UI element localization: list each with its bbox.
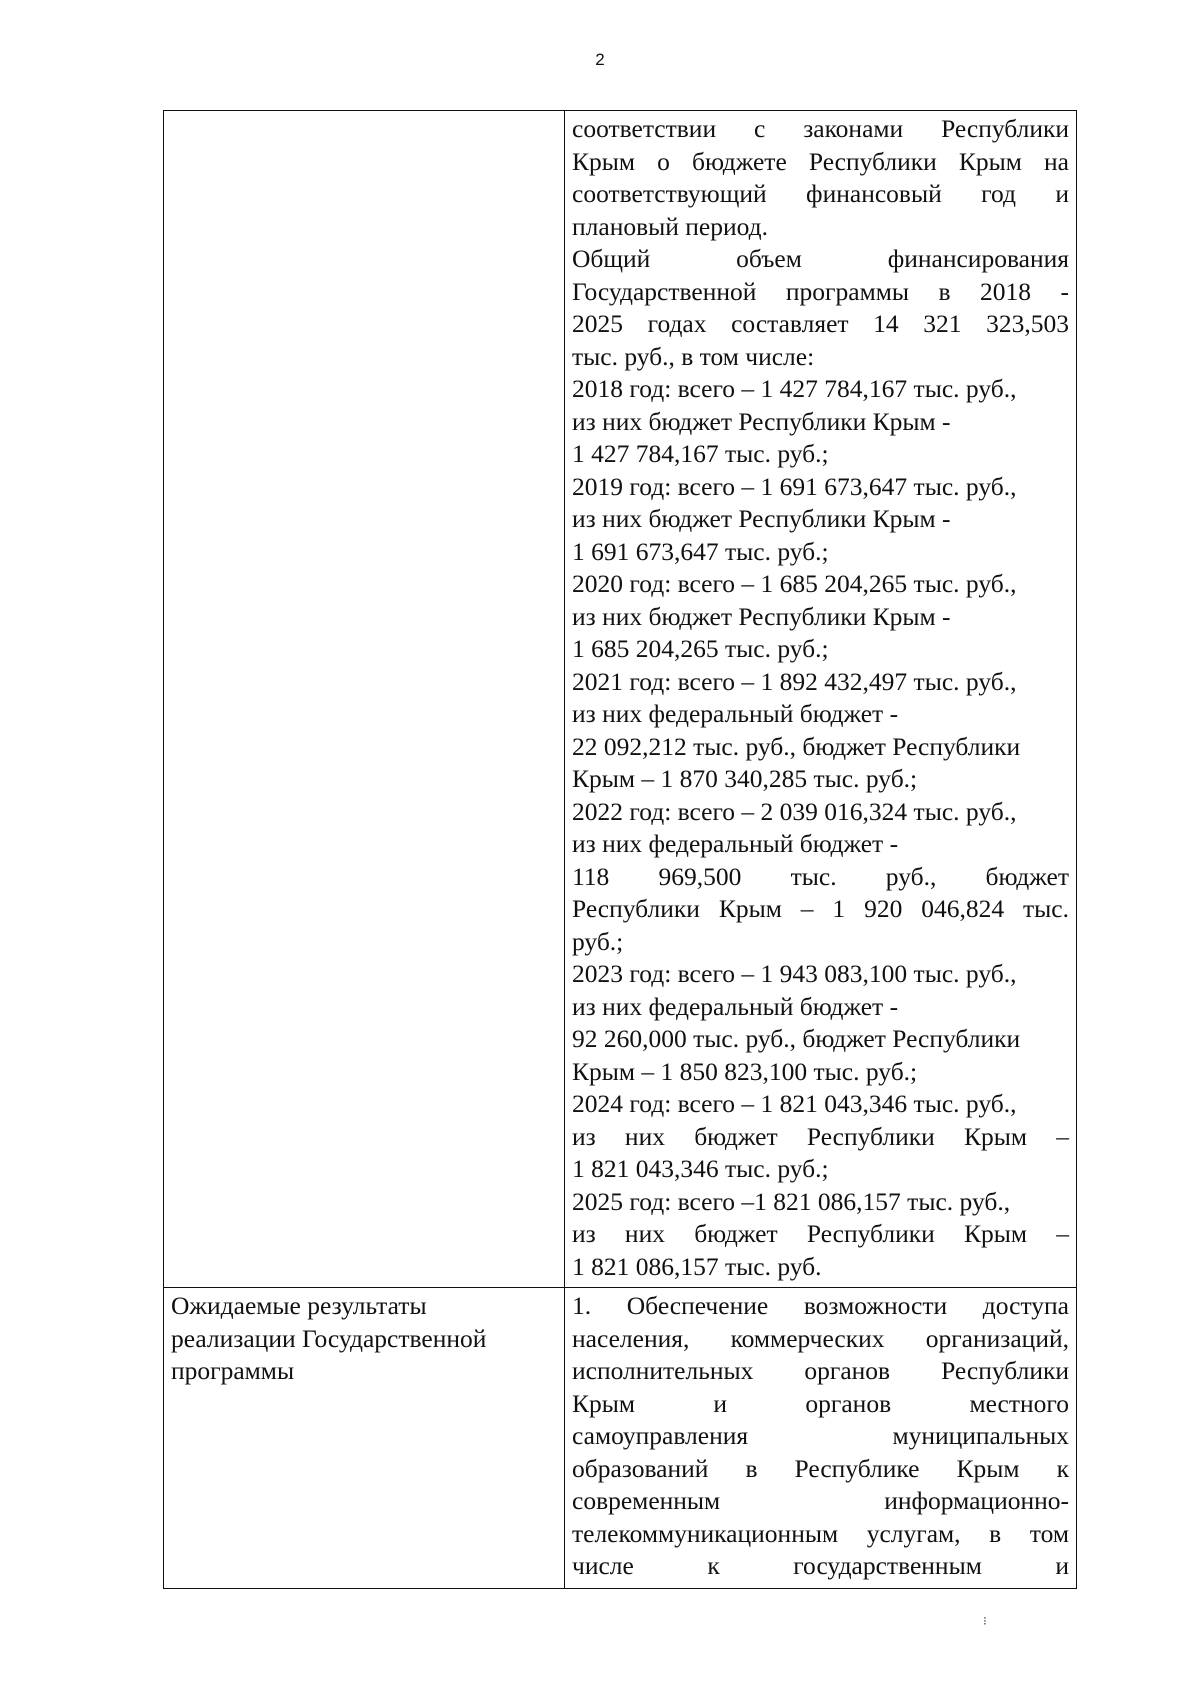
table-row-expected-results [164, 1288, 1077, 1589]
text-line: Крым о бюджете Республики Крым на [572, 146, 1069, 176]
text-line: 1 691 673,647 тыс. руб.; [572, 536, 829, 566]
text-line: 2025 годах составляет 14 321 323,503 [572, 309, 1069, 338]
text-line: Общий объем финансирования [572, 244, 1069, 273]
text-line: Крым – 1 850 823,100 тыс. руб.; [572, 1056, 918, 1086]
text-line: 1 685 204,265 тыс. руб.; [572, 634, 829, 663]
text-line: 1 427 784,167 тыс. руб.; [572, 439, 829, 468]
program-passport-table [163, 110, 1077, 1589]
text-line: 2018 год: всего – 1 427 784,167 тыс. руб., [572, 374, 1017, 403]
text-line: самоуправления муниципальных [572, 1421, 1069, 1450]
text-line: 1 821 043,346 тыс. руб.; [572, 1154, 829, 1183]
financing-text [572, 113, 1069, 1287]
expected-results-text [572, 1290, 1069, 1588]
text-line: из них федеральный бюджет - [572, 991, 899, 1021]
row2-label-cell [164, 1288, 565, 1589]
text-line: Крым – 1 870 340,285 тыс. руб.; [572, 764, 918, 793]
text-line: 2021 год: всего – 1 892 432,497 тыс. руб., [572, 666, 1017, 696]
scan-artifact: ⁝ [983, 1614, 987, 1628]
text-line: Государственной программы в 2018 - [572, 276, 1069, 306]
text-line: 2020 год: всего – 1 685 204,265 тыс. руб., [572, 569, 1017, 598]
text-line: 1 821 086,157 тыс. руб. [572, 1251, 822, 1281]
row1-content-cell [565, 111, 1077, 1288]
table-row-financing [164, 111, 1077, 1288]
text-line: из них федеральный бюджет - [572, 829, 899, 858]
text-line: числе к государственным и [572, 1551, 1069, 1580]
text-line: из них бюджет Республики Крым - [572, 504, 951, 533]
text-line: 2024 год: всего – 1 821 043,346 тыс. руб., [572, 1089, 1017, 1118]
text-line: образований в Республике Крым к [572, 1453, 1069, 1483]
text-line: 2025 год: всего –1 821 086,157 тыс. руб., [572, 1186, 1011, 1216]
page-number: 2 [595, 50, 605, 69]
text-line: плановый период. [572, 211, 769, 241]
text-line: 92 260,000 тыс. руб., бюджет Республики [572, 1024, 1021, 1053]
text-line: из них бюджет Республики Крым - [572, 601, 951, 631]
text-line: населения, коммерческих организаций, [572, 1323, 1069, 1353]
text-line: из них федеральный бюджет - [572, 699, 899, 728]
text-line: 2023 год: всего – 1 943 083,100 тыс. руб., [572, 959, 1017, 988]
row2-content-cell [565, 1288, 1077, 1589]
text-line: 2022 год: всего – 2 039 016,324 тыс. руб., [572, 796, 1017, 826]
text-line: из них бюджет Республики Крым – [572, 1219, 1069, 1248]
text-line: исполнительных органов Республики [572, 1356, 1069, 1385]
row1-label-cell [164, 111, 565, 1288]
row2-label-line: программы [171, 1356, 295, 1385]
text-line: 22 092,212 тыс. руб., бюджет Республики [572, 731, 1021, 761]
text-line: телекоммуникационным услугам, в том [572, 1518, 1069, 1548]
text-line: Крым и органов местного [572, 1388, 1069, 1418]
row2-label-line: реализации Государственной [171, 1323, 487, 1353]
text-line: 2019 год: всего – 1 691 673,647 тыс. руб., [572, 471, 1017, 501]
text-line: 1. Обеспечение возможности доступа [572, 1291, 1069, 1320]
text-line: соответствующий финансовый год и [572, 179, 1069, 208]
row2-label-line: Ожидаемые результаты [171, 1291, 427, 1320]
text-line: тыс. руб., в том числе: [572, 341, 815, 371]
text-line: из них бюджет Республики Крым – [572, 1121, 1069, 1151]
text-line: 118 969,500 тыс. руб., бюджет [572, 861, 1069, 891]
text-line: современным информационно- [572, 1486, 1069, 1515]
text-line: соответствии с законами Республики [572, 114, 1069, 143]
text-line: руб.; [572, 926, 624, 956]
text-line: из них бюджет Республики Крым - [572, 406, 951, 436]
text-line: Республики Крым – 1 920 046,824 тыс. [572, 894, 1069, 923]
